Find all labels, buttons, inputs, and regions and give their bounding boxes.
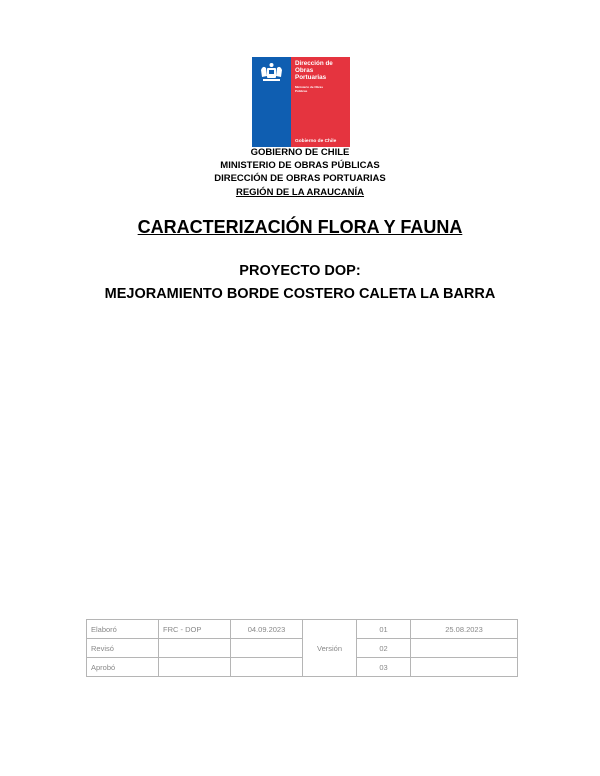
version-number-cell: 03	[357, 658, 411, 677]
logo-blue-panel	[252, 57, 291, 147]
logo-ministry-line: Públicas	[295, 89, 308, 93]
table-row	[87, 639, 518, 658]
version-date-cell	[411, 658, 518, 677]
document-subtitle-project: PROYECTO DOP:	[239, 263, 361, 279]
header-line-region: REGIÓN DE LA ARAUCANÍA	[235, 187, 365, 198]
header-line-government: GOBIERNO DE CHILE	[250, 147, 350, 158]
document-control-table	[86, 619, 518, 677]
date-cell	[231, 639, 303, 658]
logo-footer: Gobierno de Chile	[295, 139, 337, 144]
author-cell	[159, 639, 231, 658]
document-subtitle-name: MEJORAMIENTO BORDE COSTERO CALETA LA BARRA	[104, 286, 496, 302]
logo-text-line: Portuarias	[295, 74, 327, 82]
chile-coat-of-arms-icon	[258, 62, 285, 84]
role-cell: Revisó	[87, 639, 159, 658]
logo-red-panel	[291, 57, 350, 147]
author-cell	[159, 658, 231, 677]
version-label-cell: Versión	[303, 620, 357, 677]
logo-ministry-line: Ministerio de Obras	[295, 85, 324, 89]
version-number-cell: 02	[357, 639, 411, 658]
document-title: CARACTERIZACIÓN FLORA Y FAUNA	[137, 217, 463, 237]
date-cell: 04.09.2023	[231, 620, 303, 639]
table-row	[87, 658, 518, 677]
header-line-directorate: DIRECCIÓN DE OBRAS PORTUARIAS	[214, 173, 386, 184]
logo-text-line: Dirección de	[295, 60, 333, 67]
role-cell: Elaboró	[87, 620, 159, 639]
dop-logo	[252, 57, 350, 147]
author-cell: FRC - DOP	[159, 620, 231, 639]
version-date-cell	[411, 639, 518, 658]
version-number-cell: 01	[357, 620, 411, 639]
logo-text-line: Obras	[295, 67, 314, 75]
table-row	[87, 620, 518, 639]
role-cell: Aprobó	[87, 658, 159, 677]
version-date-cell: 25.08.2023	[411, 620, 518, 639]
date-cell	[231, 658, 303, 677]
header-line-ministry: MINISTERIO DE OBRAS PÚBLICAS	[220, 160, 380, 171]
